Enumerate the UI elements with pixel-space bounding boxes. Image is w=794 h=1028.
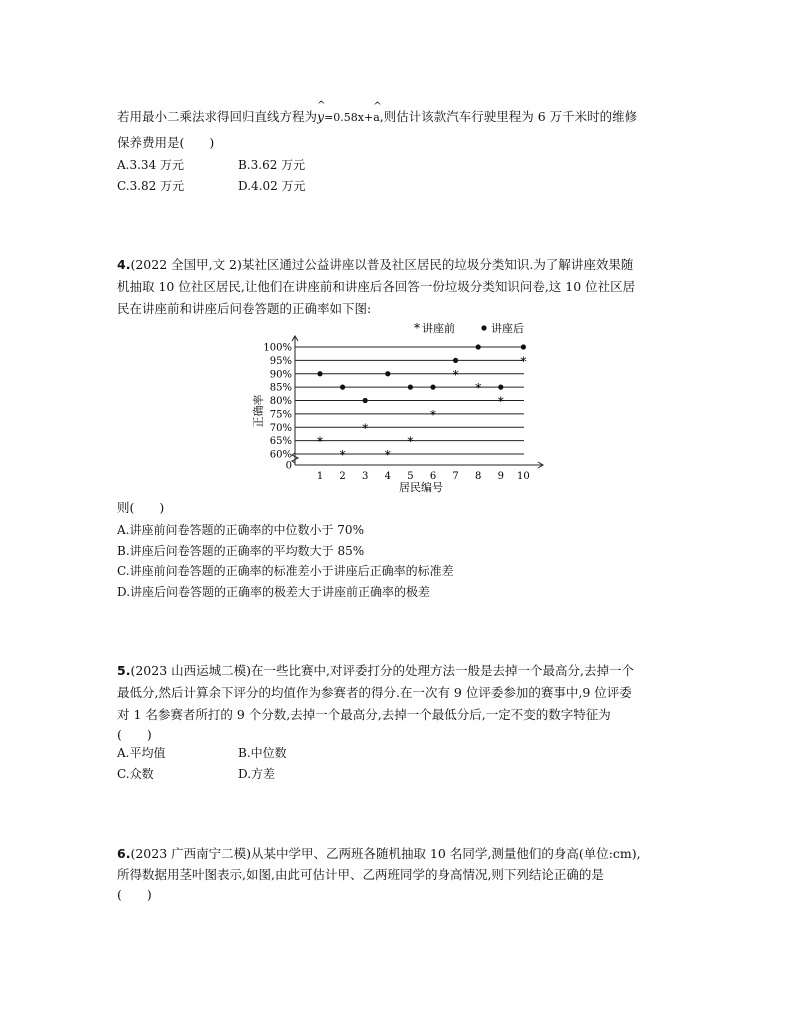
chart-legend [414,321,524,335]
q5-line-3: 对 1 名参赛者所打的 9 个分数,去掉一个最高分,去掉一个最低分后,一定不变的数字特征为 [117,707,611,722]
after-lecture-point [476,344,481,349]
after-lecture-point [453,358,458,363]
before-lecture-point: * [497,394,504,409]
q3-option-b: B.3.62 万元 [238,158,306,172]
q6-line-1 [117,845,641,863]
x-tick-label: 2 [339,471,346,482]
before-lecture-point: * [475,381,482,396]
before-lecture-point: * [452,367,459,382]
x-tick-label: 10 [517,471,530,482]
q3-line-1 [117,108,637,127]
q6-number: 6. [117,846,131,861]
y-tick-label: 70% [269,422,292,434]
q4-prompt: 则( ) [117,500,165,515]
after-lecture-point [385,371,390,376]
q5-line-4: ( ) [117,727,152,742]
q6-line-1-text: (2023 广西南宁二模)从某中学甲、乙两班各随机抽取 10 名同学,测量他们的身高(单位:cm), [130,846,641,861]
q5-line-1 [117,662,634,680]
x-tick-label: 8 [475,471,482,482]
x-tick-label: 4 [384,471,391,482]
q4-line-1 [117,256,633,274]
after-lecture-point [408,385,413,390]
after-lecture-point [363,398,368,403]
q4-option-b: B.讲座后问卷答题的正确率的平均数大于 85% [117,544,365,558]
y-hat-symbol: ^ y [317,108,324,126]
q6-line-2: 所得数据用茎叶图表示,如图,由此可估计甲、乙两班同学的身高情况,则下列结论正确的是 [117,867,604,882]
x-tick-label: 1 [316,471,324,482]
x-axis-label: 居民编号 [399,481,443,494]
q5-option-a: A.平均值 [117,746,166,760]
q3-equation-mid: =0.58x+ [324,111,374,124]
q4-line-1-text: (2022 全国甲,文 2)某社区通过公益讲座以普及社区居民的垃圾分类知识.为了解讲座效果随 [130,257,634,272]
after-lecture-point [340,385,345,390]
q4-line-3: 民在讲座前和讲座后问卷答题的正确率如下图: [117,301,372,316]
q5-option-b: B.中位数 [238,746,287,760]
q4-option-a: A.讲座前问卷答题的正确率的中位数小于 70% [117,523,364,537]
after-lecture-point [317,371,322,376]
q5-option-d: D.方差 [238,767,276,781]
before-lecture-point: * [384,448,391,462]
q3-option-c: C.3.82 万元 [117,179,185,193]
y-tick-label: 85% [269,382,292,394]
y-tick-label: 80% [269,396,292,407]
y-tick-label: 90% [269,369,292,381]
y-tick-label: 60% [269,449,292,461]
y-tick-label: 65% [269,436,292,448]
legend-label-after: 讲座后 [491,322,524,335]
x-tick-label: 6 [429,471,437,482]
q4-number: 4. [117,257,131,272]
q5-option-c: C.众数 [117,767,154,781]
y-tick-label: 75% [269,409,292,421]
y-tick-label: 95% [269,355,292,367]
q3-line-2: 保养费用是( ) [117,135,215,150]
y-axis-label: 正确率 [252,394,265,428]
a-hat-symbol: ^ a [373,109,380,127]
after-lecture-point [430,385,435,390]
q3-option-a: A.3.34 万元 [117,158,185,172]
before-lecture-point: * [339,448,346,462]
q5-number: 5. [117,663,131,678]
q4-line-2: 机抽取 10 位社区居民,让他们在讲座前和讲座后各回答一份垃圾分类知识问卷,这 10 位社区居 [117,279,636,294]
x-tick-label: 3 [362,471,369,482]
x-tick-label: 9 [497,471,504,482]
q5-line-2: 最低分,然后计算余下评分的均值作为参赛者的得分.在一次有 9 位评委参加的赛事中,9 位评委 [117,685,632,700]
q3-line-1-pre: 若用最小二乘法求得回归直线方程为 [117,109,318,124]
x-tick-label: 5 [407,471,414,482]
y-tick-label: 100% [263,342,292,354]
chart-marks [317,344,526,462]
chart-axes [263,336,543,482]
q3-line-1-post: ,则估计该款汽车行驶里程为 6 万千米时的维修 [379,109,638,124]
legend-marker-before: * [414,321,420,335]
accuracy-chart [248,318,548,498]
before-lecture-point: * [430,407,436,422]
x-tick-label: 7 [452,471,459,482]
y-tick-label: 0 [285,460,292,472]
before-lecture-point: * [362,421,369,436]
before-lecture-point: * [407,434,414,449]
q5-line-1-text: (2023 山西运城二模)在一些比赛中,对评委打分的处理方法一般是去掉一个最高分,去掉一个 [130,663,634,678]
q3-option-d: D.4.02 万元 [238,179,306,193]
q4-option-d: D.讲座后问卷答题的正确率的极差大于讲座前正确率的极差 [117,585,431,599]
before-lecture-point: * [520,354,527,369]
q4-option-c: C.讲座前问卷答题的正确率的标准差小于讲座后正确率的标准差 [117,564,454,578]
legend-marker-after [481,325,486,330]
after-lecture-point [521,344,526,349]
after-lecture-point [498,385,503,390]
legend-label-before: 讲座前 [422,322,455,335]
before-lecture-point: * [317,434,323,449]
q6-line-3: ( ) [117,887,152,902]
